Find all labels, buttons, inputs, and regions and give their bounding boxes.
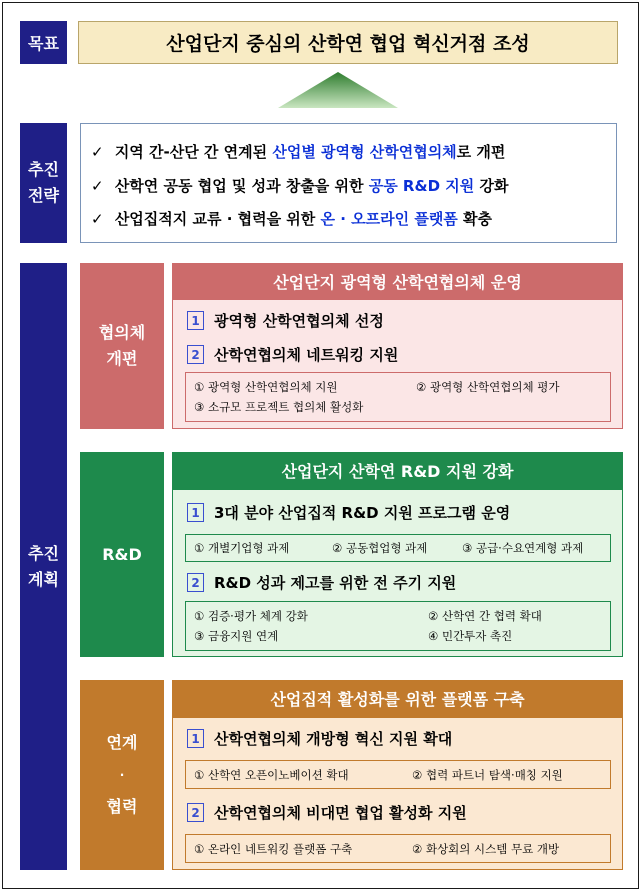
number-badge: 2 <box>187 345 204 364</box>
check-icon: ✓ <box>91 143 104 161</box>
link-item: 2 산학연협의체 비대면 협업 활성화 지원 <box>187 802 467 823</box>
number-badge: 1 <box>187 311 204 330</box>
number-badge: 1 <box>187 503 204 522</box>
link-subbox: ① 산학연 오픈이노베이션 확대 ② 협력 파트너 탐색·매칭 지원 <box>185 760 611 789</box>
up-arrow-icon <box>278 72 398 112</box>
rnd-item: 1 3대 분야 산업집적 R&D 지원 프로그램 운영 <box>187 502 510 523</box>
plan-label <box>20 263 67 870</box>
number-badge: 1 <box>187 729 204 748</box>
council-header: 산업단지 광역형 산학연협의체 운영 <box>172 263 623 299</box>
link-item: 1 산학연협의체 개방형 혁신 지원 확대 <box>187 728 452 749</box>
council-subbox: ① 광역형 산학연협의체 지원 ② 광역형 산학연협의체 평가 ③ 소규모 프로젝트 협의체 활성화 <box>185 372 611 422</box>
strategy-item: ✓ 산업집적지 교류 · 협력을 위한 온 · 오프라인 플랫폼 확충 <box>91 210 493 228</box>
rnd-panel <box>172 489 623 657</box>
strategy-highlight: 공동 R&D 지원 <box>368 177 475 195</box>
plan-label-line2: 계획 <box>28 569 59 589</box>
rnd-item: 2 R&D 성과 제고를 위한 전 주기 지원 <box>187 572 456 593</box>
strategy-highlight: 온 · 오프라인 플랫폼 <box>320 210 458 228</box>
number-badge: 2 <box>187 803 204 822</box>
plan-label-line1: 추진 <box>28 543 59 563</box>
strategy-item: ✓ 산학연 공동 협업 및 성과 창출을 위한 공동 R&D 지원 강화 <box>91 177 509 195</box>
council-item: 2 산학연협의체 네트워킹 지원 <box>187 344 398 365</box>
strategy-box <box>80 123 617 243</box>
strategy-item: ✓ 지역 간-산단 간 연계된 산업별 광역형 산학연협의체로 개편 <box>91 143 506 161</box>
rnd-category: R&D <box>80 452 164 657</box>
council-item: 1 광역형 산학연협의체 선정 <box>187 310 384 331</box>
rnd-subbox: ① 개별기업형 과제 ② 공동협업형 과제 ③ 공급·수요연계형 과제 <box>185 534 611 562</box>
goal-label: 목표 <box>20 21 67 64</box>
link-header: 산업집적 활성화를 위한 플랫폼 구축 <box>172 680 623 717</box>
goal-title: 산업단지 중심의 산학연 협업 혁신거점 조성 <box>78 21 618 64</box>
link-category: 연계 · 협력 <box>80 680 164 870</box>
strategy-label-line1: 추진 <box>28 160 59 179</box>
council-panel <box>172 299 623 429</box>
check-icon: ✓ <box>91 177 104 195</box>
link-subbox: ① 온라인 네트워킹 플랫폼 구축 ② 화상회의 시스템 무료 개방 <box>185 834 611 863</box>
rnd-subbox: ① 검증·평가 체계 강화 ② 산학연 간 협력 확대 ③ 금융지원 연계 ④ 민간투자 촉진 <box>185 601 611 651</box>
strategy-highlight: 산업별 광역형 산학연협의체 <box>272 143 457 161</box>
rnd-header: 산업단지 산학연 R&D 지원 강화 <box>172 452 623 489</box>
strategy-label <box>20 123 67 243</box>
number-badge: 2 <box>187 573 204 592</box>
council-category: 협의체 개편 <box>80 263 164 429</box>
strategy-label-line2: 전략 <box>28 186 59 205</box>
link-panel <box>172 717 623 870</box>
check-icon: ✓ <box>91 210 104 228</box>
